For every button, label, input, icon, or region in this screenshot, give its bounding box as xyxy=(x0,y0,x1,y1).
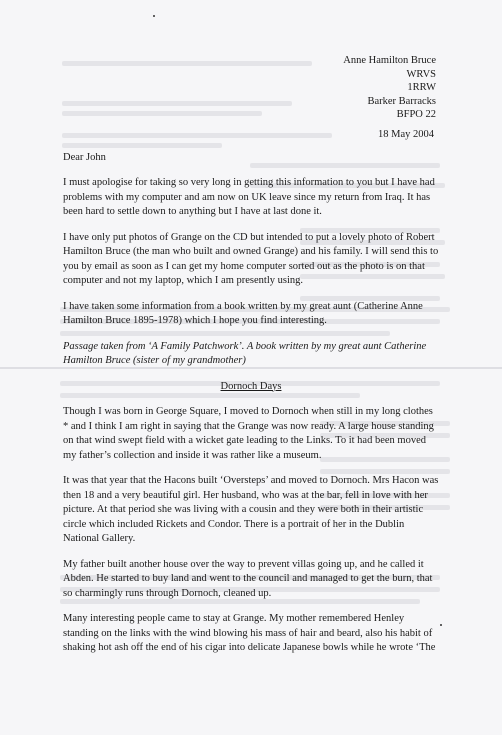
address-line: Anne Hamilton Bruce xyxy=(343,55,436,66)
paragraph: My father built another house over the way to prevent villas going up, and he called it Abden. He started to buy land and went to the council and managed to get the burn, that so charmingly runs through Dornoch, cleaned up. xyxy=(63,558,433,599)
ink-speck xyxy=(440,624,442,626)
ink-speck xyxy=(153,15,155,17)
passage-note: Passage taken from ‘A Family Patchwork’. A book written by my great aunt Catherine Hamilton Bruce (sister of my grandmother) xyxy=(63,340,427,366)
paragraph: It was that year that the Hacons built ‘Oversteps’ and moved to Dornoch. Mrs Hacon was then 18 and a very beautiful girl. Her husband, who was at the bar, fell in love with her picture. At that period she was living with a cousin and they were both in their artistic circle which included Rickets and Condor. There is a portrait of her in the Dublin National Gallery. xyxy=(63,475,439,544)
paragraph: I have taken some information from a book written by my great aunt (Catherine Anne Hamilton Bruce 1895-1978) which I hope you find interesting. xyxy=(63,300,423,326)
address-line: WRVS xyxy=(406,68,436,80)
paragraph: Though I was born in George Square, I moved to Dornoch when still in my long clothes * and I think I am right in saying that the Grange was now ready. A large house standing on that wind swept field with a wicket gate leading to the Links. To it had been moved my father’s collection and inside it was rather like a museum. xyxy=(63,406,434,461)
letter-body xyxy=(63,176,439,667)
paragraph: Many interesting people came to stay at Grange. My mother remembered Henley standing on the links with the wind blowing his mass of hair and beard, also his habit of shaking hot ash off the end of his cigar into delicate Japanese bowls while he wrote ‘The xyxy=(63,613,436,653)
paragraph: I must apologise for taking so very long in getting this information to you but I have had problems with my computer and am now on UK leave since my return from Iraq. It has been hard to settle down to anything but I have at last done it. xyxy=(63,177,435,217)
sender-address xyxy=(343,54,436,122)
letter-date: 18 May 2004 xyxy=(378,129,434,140)
address-line: BFPO 22 xyxy=(396,109,436,120)
paragraph: I have only put photos of Grange on the CD but intended to put a lovely photo of Robert Hamilton Bruce (the man who built and owned Grange) and his family. I will send this to you by email as soon as I can get my home computer sorted out as the photo is on that computer and not my laptop, which I am presently using. xyxy=(63,231,439,286)
address-line: Barker Barracks xyxy=(367,95,436,107)
section-heading: Dornoch Days xyxy=(220,380,282,392)
address-line: 1RRW xyxy=(407,82,436,93)
greeting: Dear John xyxy=(63,152,106,163)
